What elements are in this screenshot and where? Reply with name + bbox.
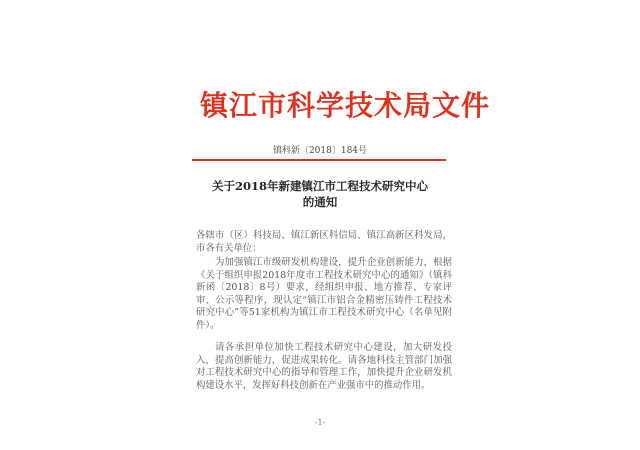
document-number: 镇科新〔2018〕184号	[272, 146, 368, 156]
salutation: 各辖市（区）科技局、镇江新区科信局、镇江高新区科发局，市各有关单位：	[196, 230, 452, 254]
page-number: -1-	[314, 418, 326, 427]
document-title: 镇江市科学技术局文件	[200, 89, 491, 122]
red-divider	[192, 159, 446, 161]
paragraph-2: 请各承担单位加快工程技术研究中心建设，加大研发投入，提高创新能力，促进成果转化。请各地科技主管部门加强对工程技术研究中心的指导和管理工作，加快提升企业研发机构建设水平，发挥好科技创新在产业强市中的推动作用。	[196, 342, 452, 391]
paragraph-1: 为加强镇江市级研发机构建设，提升企业创新能力，根据《关于组织申报2018年度市工程技术研究中心的通知》（镇科新函〔2018〕8号）要求，经组织申报、地方推荐、专家评审、公示等程序，现认定“镇江市铝合金精密压铸件工程技术研究中心”等51家机构为镇江市工程技术研究中心（名单见附件）。	[196, 257, 452, 331]
notice-heading-line1: 关于2018年新建镇江市工程技术研究中心	[211, 179, 428, 193]
notice-heading-line2: 的通知	[302, 195, 338, 209]
